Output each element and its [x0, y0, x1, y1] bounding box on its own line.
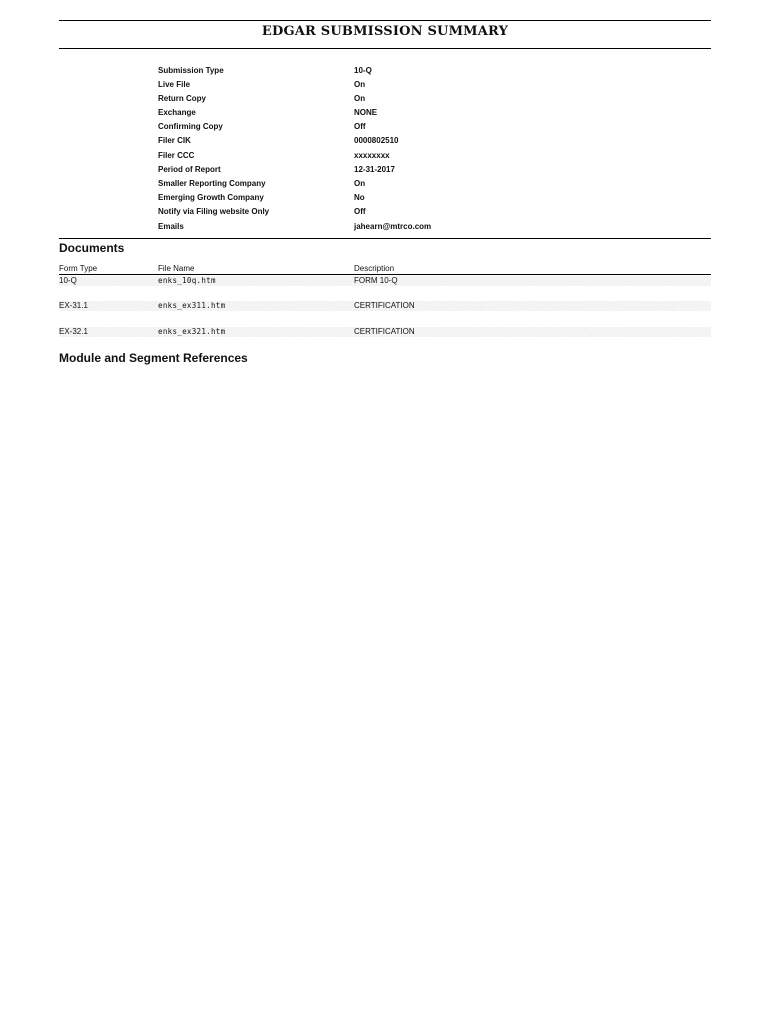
- table-row: [59, 327, 711, 337]
- detail-row-submission-type: [0, 64, 770, 78]
- detail-value: 12-31-2017: [354, 165, 395, 174]
- detail-label: Return Copy: [158, 94, 206, 103]
- detail-row-return-copy: [0, 92, 770, 106]
- detail-label: Exchange: [158, 108, 196, 117]
- detail-label: Live File: [158, 80, 191, 89]
- detail-value: 0000802510: [354, 136, 399, 145]
- detail-row-confirming-copy: [0, 120, 770, 134]
- detail-label: Filer CCC: [158, 151, 195, 160]
- file-name-cell: enks_10q.htm: [158, 276, 216, 285]
- detail-value: Off: [354, 122, 366, 131]
- detail-label: Filer CIK: [158, 136, 191, 145]
- detail-value: jahearn@mtrco.com: [354, 222, 432, 231]
- form-type-cell: EX-31.1: [59, 301, 88, 310]
- detail-row-period-of-report: [0, 163, 770, 177]
- modules-heading: Module and Segment References: [59, 351, 248, 365]
- top-rule: [59, 20, 711, 21]
- detail-row-live-file: [0, 78, 770, 92]
- detail-value: On: [354, 179, 366, 188]
- detail-value: On: [354, 80, 366, 89]
- detail-value: xxxxxxxx: [354, 151, 390, 160]
- file-name-cell: enks_ex311.htm: [158, 301, 226, 310]
- detail-value: No: [354, 193, 365, 202]
- detail-label: Emerging Growth Company: [158, 193, 264, 202]
- form-type-cell: 10-Q: [59, 276, 77, 285]
- description-cell: CERTIFICATION: [354, 301, 415, 310]
- detail-label: Notify via Filing website Only: [158, 207, 270, 216]
- column-header-file-name: File Name: [158, 264, 195, 273]
- detail-row-emerging-growth-company: [0, 191, 770, 205]
- detail-label: Smaller Reporting Company: [158, 179, 266, 188]
- column-header-description: Description: [354, 264, 395, 273]
- detail-row-exchange: [0, 106, 770, 120]
- detail-value: 10-Q: [354, 66, 372, 75]
- detail-row-emails: [0, 220, 770, 234]
- description-cell: FORM 10-Q: [354, 276, 398, 285]
- detail-row-filer-cik: [0, 134, 770, 148]
- detail-row-filer-ccc: [0, 149, 770, 163]
- detail-label: Emails: [158, 222, 184, 231]
- table-row: [59, 301, 711, 311]
- form-type-cell: EX-32.1: [59, 327, 88, 336]
- description-cell: CERTIFICATION: [354, 327, 415, 336]
- detail-value: On: [354, 94, 366, 103]
- details-bottom-rule: [59, 238, 711, 239]
- table-row: [59, 276, 711, 286]
- page-title: EDGAR SUBMISSION SUMMARY: [261, 24, 509, 39]
- documents-header-rule: [59, 274, 711, 275]
- detail-value: Off: [354, 207, 366, 216]
- detail-row-notify-via-filing-website: [0, 205, 770, 219]
- title-bottom-rule: [59, 48, 711, 49]
- column-header-form-type: Form Type: [59, 264, 98, 273]
- detail-label: Period of Report: [158, 165, 221, 174]
- file-name-cell: enks_ex321.htm: [158, 327, 226, 336]
- detail-label: Confirming Copy: [158, 122, 223, 131]
- documents-heading: Documents: [59, 241, 125, 255]
- detail-row-smaller-reporting-company: [0, 177, 770, 191]
- detail-label: Submission Type: [158, 66, 224, 75]
- detail-value: NONE: [354, 108, 378, 117]
